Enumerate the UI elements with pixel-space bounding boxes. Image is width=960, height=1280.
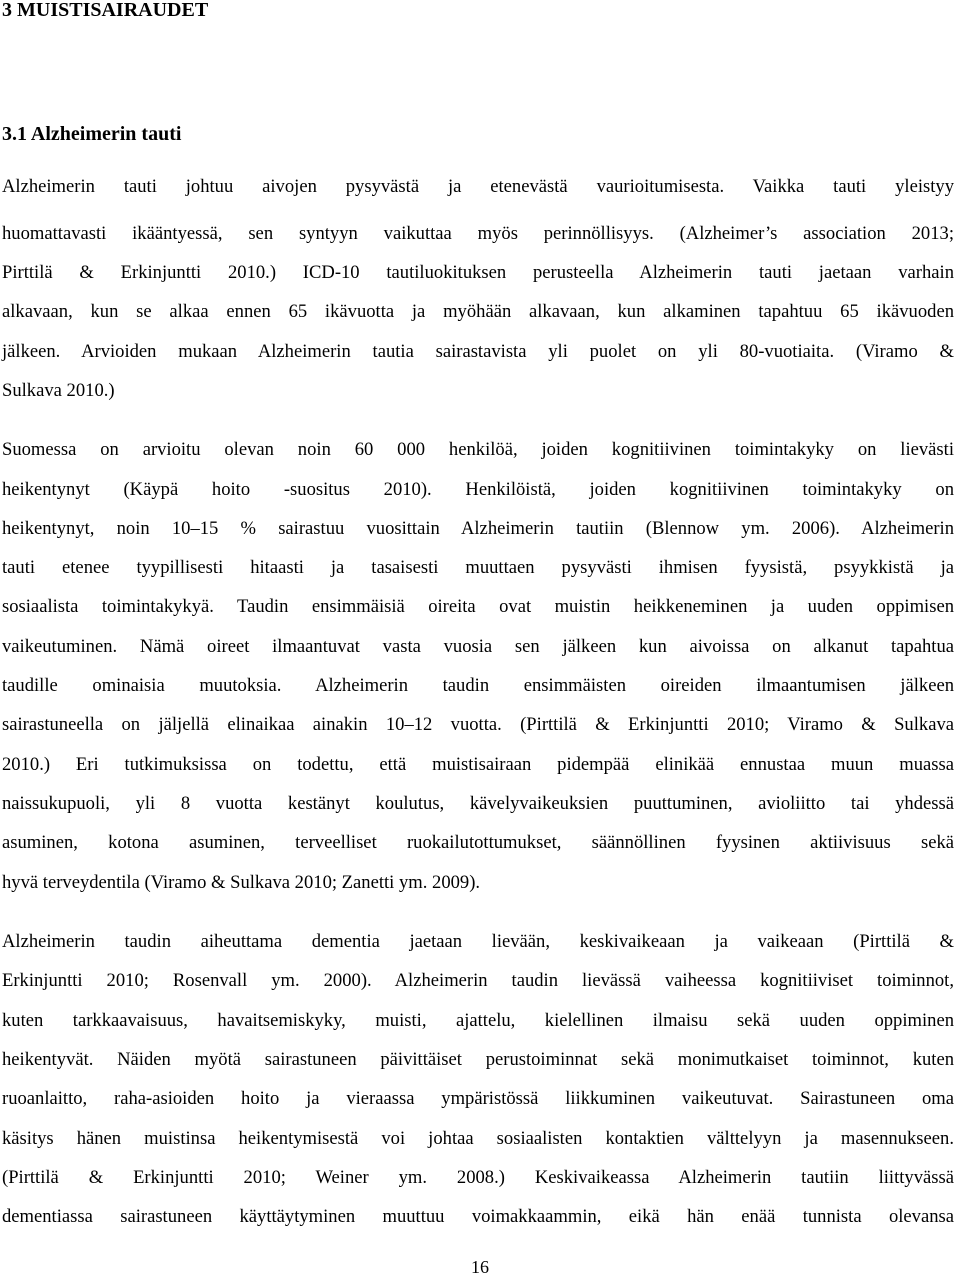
- paragraph-line: dementiassa sairastuneen käyttäytyminen muuttuu voimakkaammin, eikä hän enää tunnista olevansa: [2, 1206, 954, 1227]
- section-heading: 3.1 Alzheimerin tauti: [2, 123, 182, 145]
- paragraph-line: vaikeutuminen. Nämä oireet ilmaantuvat vasta vuosia sen jälkeen kun aivoissa on alkanut tapahtua: [2, 636, 954, 657]
- paragraph-line: sosiaalista toimintakykyä. Taudin ensimmäisiä oireita ovat muistin heikkeneminen ja uuden oppimisen: [2, 596, 954, 617]
- paragraph-line: Sulkava 2010.): [2, 380, 115, 401]
- paragraph-line: huomattavasti ikääntyessä, sen syntyyn vaikuttaa myös perinnöllisyys. (Alzheimer’s association 2013;: [2, 223, 954, 244]
- paragraph-line: naissukupuoli, yli 8 vuotta kestänyt koulutus, kävelyvaikeuksien puuttuminen, avioliitto tai yhdessä: [2, 793, 954, 814]
- paragraph-line: sairastuneella on jäljellä elinaikaa ainakin 10–12 vuotta. (Pirttilä & Erkinjuntti 2010; Viramo & Sulkava: [2, 714, 954, 735]
- paragraph-line: Suomessa on arvioitu olevan noin 60 000 henkilöä, joiden kognitiivinen toimintakyky on lievästi: [2, 439, 954, 460]
- paragraph-line: alkavaan, kun se alkaa ennen 65 ikävuotta ja myöhään alkavaan, kun alkaminen tapahtuu 65 ikävuoden: [2, 301, 954, 322]
- paragraph-line: Alzheimerin taudin aiheuttama dementia jaetaan lievään, keskivaikeaan ja vaikeaan (Pirttilä &: [2, 931, 954, 952]
- paragraph-line: hyvä terveydentila (Viramo & Sulkava 2010; Zanetti ym. 2009).: [2, 872, 481, 893]
- chapter-heading: 3 MUISTISAIRAUDET: [2, 0, 209, 21]
- paragraph-line: heikentynyt (Käypä hoito -suositus 2010). Henkilöistä, joiden kognitiivinen toimintakyky on: [2, 479, 954, 500]
- paragraph-line: käsitys hänen muistinsa heikentymisestä voi johtaa sosiaalisten kontaktien välttelyyn ja masennukseen.: [2, 1128, 954, 1149]
- paragraph-line: ruoanlaitto, raha-asioiden hoito ja vieraassa ympäristössä liikkuminen vaikeutuvat. Sairastuneen oma: [2, 1088, 954, 1109]
- paragraph-line: heikentyvät. Näiden myötä sairastuneen päivittäiset perustoiminnat sekä monimutkaiset toiminnot, kuten: [2, 1049, 954, 1070]
- paragraph-line: taudille ominaisia muutoksia. Alzheimerin taudin ensimmäisten oireiden ilmaantumisen jälkeen: [2, 675, 954, 696]
- paragraph-line: tauti etenee tyypillisesti hitaasti ja tasaisesti muuttaen pysyvästi ihmisen fyysistä, psyykkistä ja: [2, 557, 954, 578]
- paragraph-line: Alzheimerin tauti johtuu aivojen pysyvästä ja etenevästä vaurioitumisesta. Vaikka tauti yleistyy: [2, 176, 954, 197]
- paragraph-line: (Pirttilä & Erkinjuntti 2010; Weiner ym. 2008.) Keskivaikeassa Alzheimerin tautiin liittyvässä: [2, 1167, 954, 1188]
- paragraph-line: 2010.) Eri tutkimuksissa on todettu, että muistisairaan pidempää elinikää ennustaa muun muassa: [2, 754, 954, 775]
- paragraph-line: jälkeen. Arvioiden mukaan Alzheimerin tautia sairastavista yli puolet on yli 80-vuotiaita. (Viramo &: [2, 341, 954, 362]
- paragraph-line: kuten tarkkaavaisuus, havaitsemiskyky, muisti, ajattelu, kielellinen ilmaisu sekä uuden oppiminen: [2, 1010, 954, 1031]
- paragraph-line: asuminen, kotona asuminen, terveelliset ruokailutottumukset, säännöllinen fyysinen aktiivisuus sekä: [2, 832, 954, 853]
- page-number: 16: [471, 1257, 489, 1277]
- paragraph-line: Erkinjuntti 2010; Rosenvall ym. 2000). Alzheimerin taudin lievässä vaiheessa kognitiiviset toiminnot,: [2, 970, 954, 991]
- paragraph-line: Pirttilä & Erkinjuntti 2010.) ICD-10 tautiluokituksen perusteella Alzheimerin tauti jaetaan varhain: [2, 262, 954, 283]
- paragraph-line: heikentynyt, noin 10–15 % sairastuu vuosittain Alzheimerin tautiin (Blennow ym. 2006). Alzheimerin: [2, 518, 954, 539]
